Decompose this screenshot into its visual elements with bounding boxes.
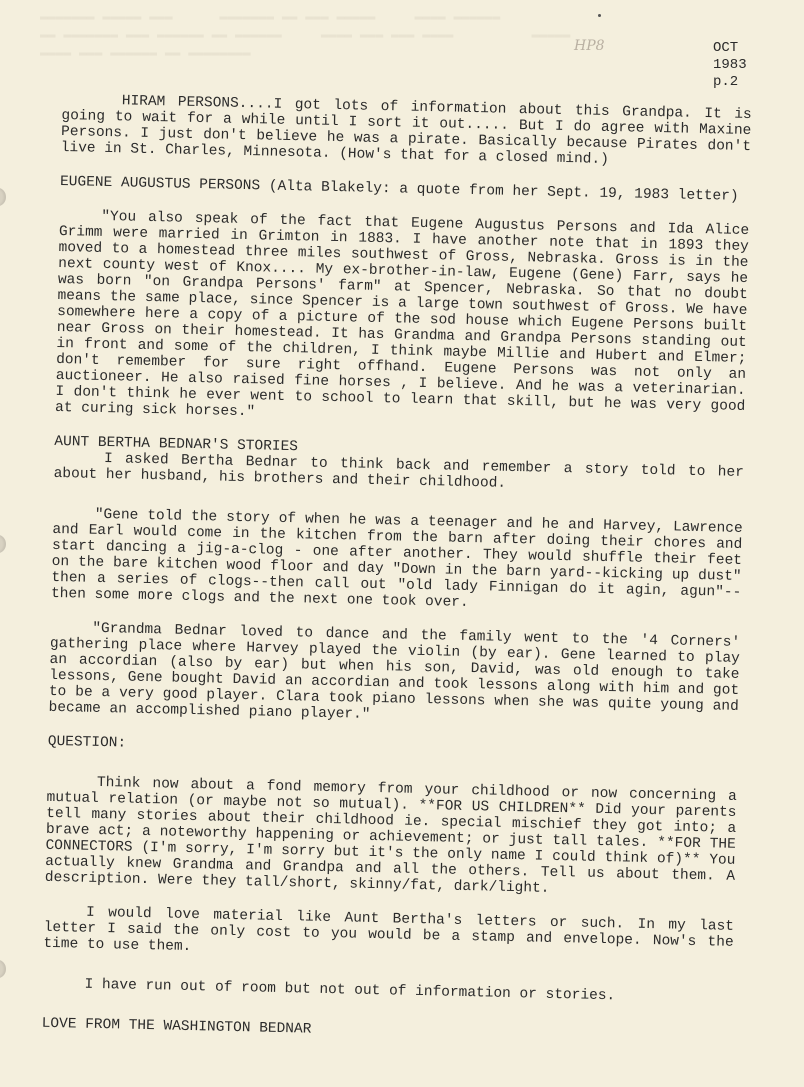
punch-hole-bottom (0, 960, 6, 978)
question-paragraph: Think now about a fond memory from your childhood or now concerning a mutual relation (or maybe not so mutual). **FOR US CHILDREN** Did your parents tell many stories about their childhood ie. special mischief they got into; a brave act; a noteworthy happening or achievement; or just tall tales. **FOR THE CONNECTORS (I'm sorry, I'm sorry but it's the only name I could think of)** You actually knew Grandma and Grandpa and all the others. Tell us about them. A description. Were they tall/short, skinny/fat, dark/light. (44, 774, 737, 897)
header-page-number: p.2 (713, 74, 739, 90)
bertha-intro-paragraph: I asked Bertha Bednar to think back and remember a story told to her about her husband, his brothers and their childhood. (53, 451, 745, 492)
signoff: LOVE FROM THE WASHINGTON BEDNAR (41, 1015, 312, 1038)
punch-hole-middle (0, 535, 6, 553)
header-year: 1983 (713, 57, 747, 73)
eugene-heading: EUGENE AUGUSTUS PERSONS (Alta Blakely: a quote from her Sept. 19, 1983 letter) (59, 173, 739, 205)
closing-paragraph: I have run out of room but not out of information or stories. (84, 976, 616, 1005)
handwritten-note: HP8 (574, 38, 605, 54)
header-month: OCT (713, 40, 739, 56)
hiram-paragraph: HIRAM PERSONS....I got lots of information about this Grandpa. It is going to wait for a while until I sort it out..... But I do agree with Maxine Persons. I just don't believe he was a pirate. Basically because Pirates don't live in St. Charles, Minnesota. (How's that for a closed mind.) (60, 93, 752, 168)
question-heading: QUESTION: (47, 733, 127, 752)
eugene-quote-paragraph: "You also speak of the fact that Eugene Augustus Persons and Ida Alice Grimm were married in Grimton in 1883. I have another note that in 1893 they moved to a homestead three miles southwest of Gross, Nebraska. Gross is in the next county west of Knox.... My ex-brother-in-law, Eugene (Gene) Farr, says he was born "on Grandpa Persons' farm" at Spencer, Nebraska. So that no doubt means the same place, since Spencer is a large town southwest of Gross. We have somewhere here a copy of a picture of the sod house which Eugene Persons built near Gross on their homestead. It has Grandma and Grandpa Persons standing out in front and some of the children, I think maybe Millie and Hubert and Elmer; don't remember for sure right offhand. Eugene Persons was not only an auctioneer. He also raised fine horses , I believe. And he was a veterinarian. I don't think he ever went to school to learn that skill, but he was very good at curing sick horses." (54, 208, 750, 421)
bertha-dance-paragraph: "Grandma Bednar loved to dance and the family went to the '4 Corners' gathering place where Harvey played the violin (by ear). Gene learned to play an accordian (also by ear) but when his son, David, was old enough to take lessons, Gene bought David an accordian and took lessons along with him and got to be a very good player. Clara took piano lessons when she was quite young and became an accomplished piano player." (48, 620, 741, 723)
ink-speck (598, 14, 601, 17)
date-header (713, 40, 747, 91)
bertha-clog-paragraph: "Gene told the story of when he was a teenager and he and Harvey, Lawrence and Earl would come in the kitchen from the barn after doing their chores and start dancing a jig-a-clog - one after another. They would shuffle their feet on the bare kitchen wood floor and day "Down in the barn yard--kicking up dust" then a series of clogs--then call out "old lady Finnigan do it agin, agun"--then some more clogs and the next one took over. (50, 506, 743, 611)
letter-body (41, 92, 751, 1047)
bertha-heading: AUNT BERTHA BEDNAR'S STORIES (54, 433, 299, 456)
request-paragraph: I would love material like Aunt Bertha's letters or such. In my last letter I said the only cost to you would be a stamp and envelope. Now's the time to use them. (43, 904, 735, 956)
punch-hole-top (0, 188, 6, 206)
show-through-text: ▬▬▬▬▬▬▬ ▬▬▬▬▬ ▬▬▬ ▬▬▬▬▬▬▬ ▬▬ ▬▬▬ ▬▬▬▬▬ ▬▬▬▬ ▬▬▬▬▬▬ ▬▬ ▬▬▬▬▬▬▬ ▬▬▬ ▬▬▬▬▬▬ ▬▬ ▬▬▬▬▬▬ ▬▬▬▬ ▬▬▬ ▬▬▬ ▬▬▬▬ ▬▬▬▬▬ ▬▬▬▬ ▬▬▬ ▬▬▬▬▬▬ ▬▬ ▬▬▬▬▬▬▬▬ (40, 9, 571, 60)
